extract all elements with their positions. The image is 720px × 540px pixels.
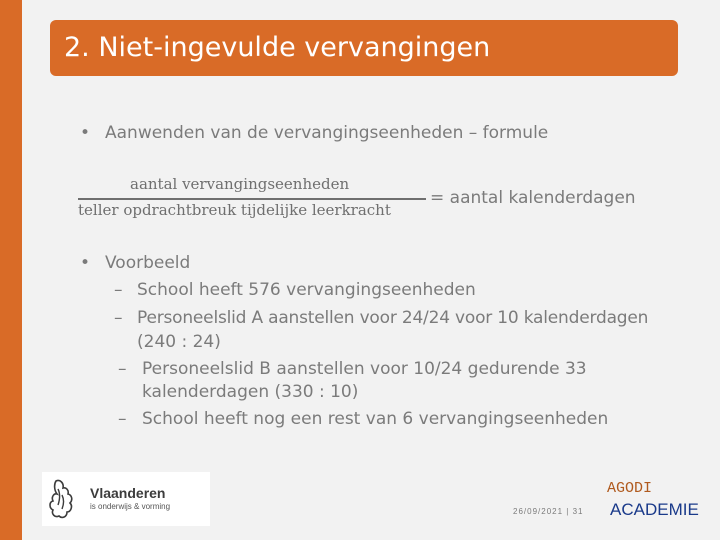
bullet-marker: •	[80, 253, 91, 273]
org-tagline: is onderwijs & vorming	[90, 502, 171, 511]
sub-item-line: Personeelslid A aanstellen voor 24/24 voor 10 kalenderdagen	[137, 308, 649, 328]
fraction-line	[78, 198, 426, 200]
sub-item-line: School heeft nog een rest van 6 vervangingseenheden	[142, 409, 609, 429]
flemish-lion-icon	[46, 477, 78, 521]
formula-denominator: teller opdrachtbreuk tijdelijke leerkracht	[78, 201, 391, 219]
sub-item-line: Personeelslid B aanstellen voor 10/24 gedurende 33	[142, 359, 587, 379]
sub-item-line: kalenderdagen (330 : 10)	[142, 382, 359, 402]
brand-line-academie: ACADEMIE	[610, 500, 699, 519]
formula-numerator: aantal vervangingseenheden	[130, 175, 350, 193]
sub-item-line: School heeft 576 vervangingseenheden	[137, 280, 476, 300]
sub-item-line: (240 : 24)	[137, 332, 221, 352]
bullet-marker: •	[80, 123, 91, 143]
bullet-example: Voorbeeld	[105, 253, 191, 273]
org-name: Vlaanderen	[90, 485, 166, 501]
dash-marker: –	[114, 280, 123, 300]
slide-date-page: 26/09/2021 | 31	[513, 507, 584, 516]
brand-line-agodi: AGODI	[607, 480, 653, 497]
slide-title: 2. Niet-ingevulde vervangingen	[64, 32, 491, 63]
bullet-formula: Aanwenden van de vervangingseenheden – formule	[105, 123, 549, 143]
dash-marker: –	[114, 308, 123, 328]
formula-result: = aantal kalenderdagen	[430, 188, 636, 208]
dash-marker: –	[118, 359, 127, 379]
dash-marker: –	[118, 409, 127, 429]
